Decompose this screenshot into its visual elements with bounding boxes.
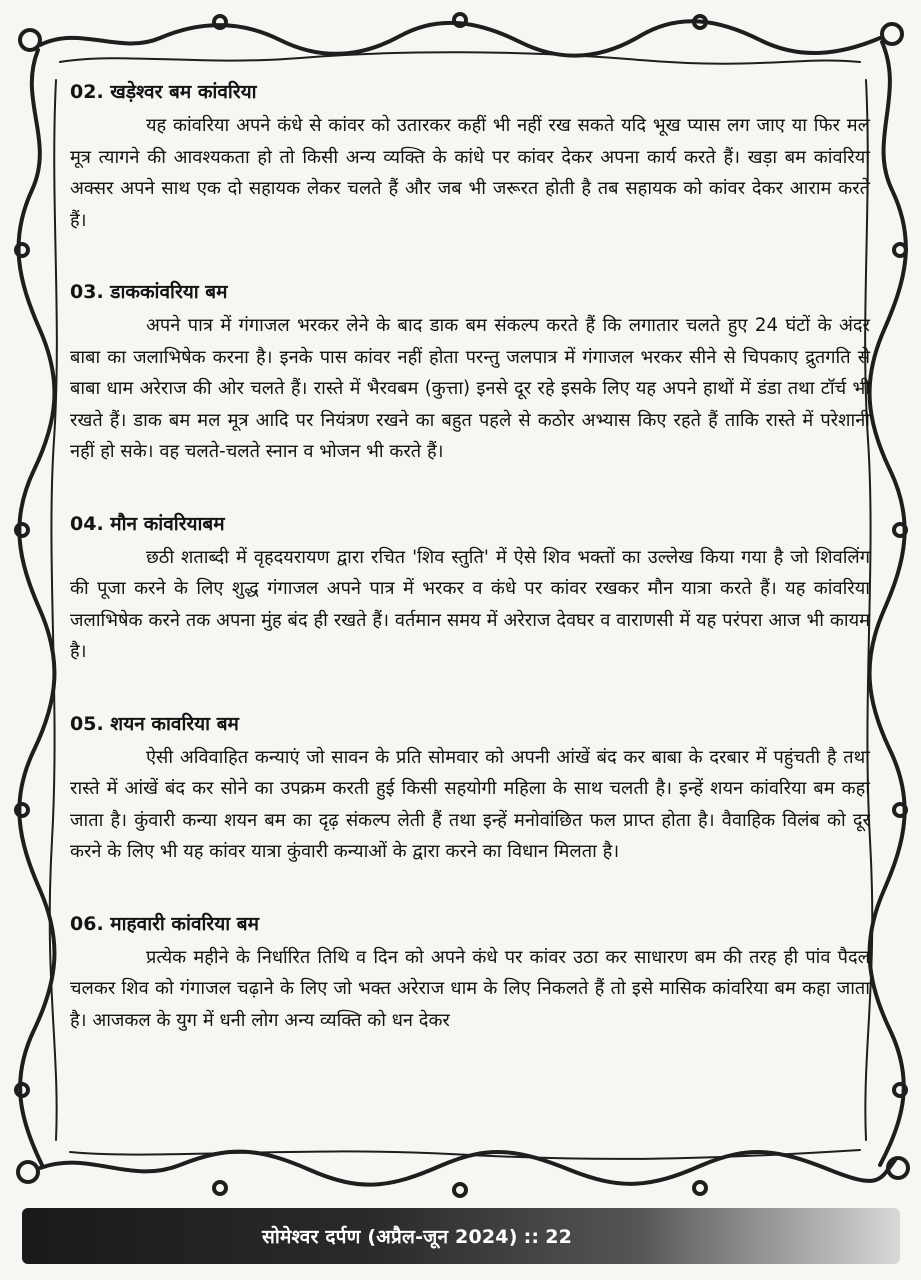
section-mahwari — [70, 910, 870, 1037]
section-paragraph: प्रत्येक महीने के निर्धारित तिथि व दिन को अपने कंधे पर कांवर उठा कर साधारण बम की तरह ही पांव पैदल चलकर शिव को गंगाजल चढ़ाने के लिए जो भक्त अरेराज धाम के लिए निकलते हैं तो इसे मासिक कांवरिया बम कहा जाता है। आजकल के युग में धनी लोग अन्य व्यक्ति को धन देकर — [70, 946, 870, 1031]
section-paragraph: यह कांवरिया अपने कंधे से कांवर को उतारकर कहीं भी नहीं रख सकते यदि भूख प्यास लग जाए या फिर मल मूत्र त्यागने की आवश्यकता हो तो किसी अन्य व्यक्ति के कांधे पर कांवर देकर अपना कार्य करते हैं। खड़ा बम कांवरिया अक्सर अपने साथ एक दो सहायक लेकर चलते हैं और जब भी जरूरत होती है तब सहायक को कांवर देकर आराम करते हैं। — [70, 115, 870, 231]
footer-separator: :: — [523, 1226, 540, 1248]
section-maun — [70, 510, 870, 668]
section-heading: 02. खड़ेश्वर बम कांवरिया — [70, 81, 257, 103]
publication-name: सोमेश्वर दर्पण (अप्रैल-जून 2024) — [262, 1226, 518, 1248]
page-number: 22 — [545, 1226, 573, 1248]
section-heading: 05. शयन कावरिया बम — [70, 712, 239, 735]
section-shayan — [70, 710, 870, 868]
section-khadeshwar — [70, 78, 870, 236]
section-paragraph: ऐसी अविवाहित कन्याएं जो सावन के प्रति सोमवार को अपनी आंखें बंद कर बाबा के दरबार में पहुंचती है तथा रास्ते में आंखें बंद कर सोने का उपक्रम करती हुई किसी सहयोगी महिला के साथ चलती है। इन्हें शयन कांवरिया बम कहा जाता है। कुंवारी कन्या शयन बम का दृढ़ संकल्प लेती हैं तथा इन्हें मनोवांछित फल प्राप्त होता है। वैवाहिक विलंब को दूर करने के लिए भी यह कांवर यात्रा कुंवारी कन्याओं के द्वारा करने का विधान मिलता है। — [70, 746, 870, 862]
section-heading: 03. डाककांवरिया बम — [70, 281, 228, 303]
section-heading: 04. मौन कांवरियाबम — [70, 512, 225, 535]
section-paragraph: अपने पात्र में गंगाजल भरकर लेने के बाद डाक बम संकल्प करते हैं कि लगातार चलते हुए 24 घंटों के अंदर बाबा का जलाभिषेक करना है। इनके पास कांवर नहीं होता परन्तु जलपात्र में गंगाजल भरकर सीने से चिपकाए द्रुतगति से बाबा धाम अरेराज की ओर चलते हैं। रास्ते में भैरवबम (कुत्ता) इनसे दूर रहे इसके लिए यह अपने हाथों में डंडा तथा टॉर्च भी रखते हैं। डाक बम मल मूत्र आदि पर नियंत्रण रखने का बहुत पहले से कठोर अभ्यास किए रहते हैं ताकि रास्ते में परेशानी नहीं हो सके। वह चलते-चलते स्नान व भोजन भी करते हैं। — [70, 315, 870, 462]
section-daak — [70, 278, 870, 468]
article-content — [70, 78, 870, 1078]
section-paragraph: छठी शताब्दी में वृहदयरायण द्वारा रचित 'शिव स्तुति' में ऐसे शिव भक्तों का उल्लेख किया गया है जो शिवलिंग की पूजा करने के लिए शुद्ध गंगाजल अपने पात्र में भरकर व कंधे पर कांवर रखकर मौन यात्रा करते हैं। यह कांवरिया जलाभिषेक करने तक अपना मुंह बंद ही रखते हैं। वर्तमान समय में अरेराज देवघर व वाराणसी में यह परंपरा आज भी कायम है। — [70, 546, 870, 662]
page-footer — [262, 1223, 572, 1249]
section-heading: 06. माहवारी कांवरिया बम — [70, 912, 259, 935]
